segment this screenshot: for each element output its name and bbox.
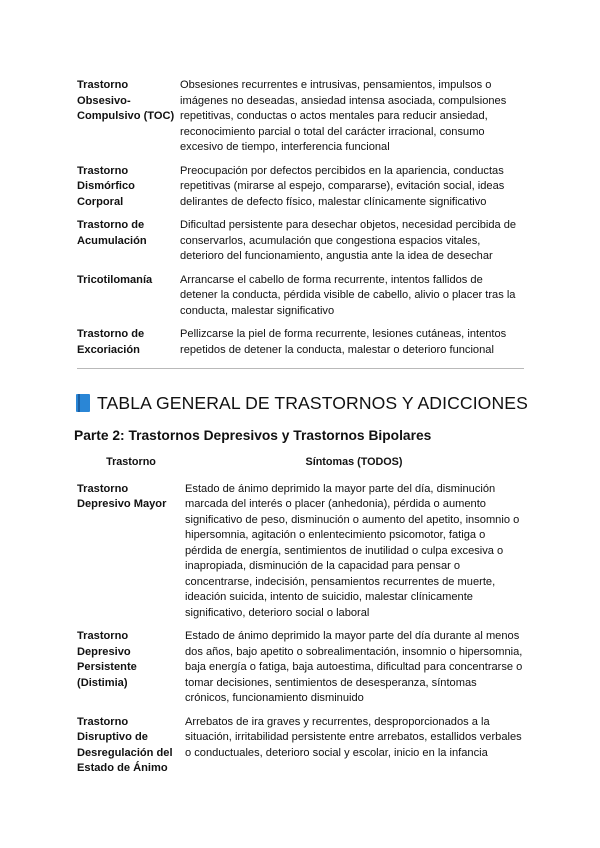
section-heading <box>76 391 528 415</box>
table-row <box>77 164 523 219</box>
disorder-name: Trastorno Depresivo Persistente (Distimia) <box>77 630 137 689</box>
horizontal-divider <box>77 368 524 369</box>
disorder-symptoms: Estado de ánimo deprimido la mayor parte del día durante al menos dos años, bajo apetito o sobrealimentación, insomnio o hipersomnia, baja energía o fatiga, baja autoestima, dificultad para concentrarse o tomar decisiones, sentimientos de desesperanza, síntomas crónicos, funcionamiento disminuido <box>185 630 523 704</box>
column-header-symptoms: Síntomas (TODOS) <box>305 456 403 468</box>
disorder-symptoms: Arrancarse el cabello de forma recurrente, intentos fallidos de detener la conducta, pérdida visible de cabello, alivio o placer tras la conducta, malestar significativo <box>180 273 516 317</box>
depressive-disorders-table <box>77 455 523 785</box>
table-row <box>77 273 523 328</box>
section-subtitle: Parte 2: Trastornos Depresivos y Trastornos Bipolares <box>74 428 432 443</box>
section-title: TABLA GENERAL DE TRASTORNOS Y ADICCIONES <box>97 392 528 413</box>
disorder-name: Trastorno de Acumulación <box>77 219 147 247</box>
disorder-name: Trastorno Disruptivo de Desregulación del Estado de Ánimo <box>77 715 173 774</box>
disorder-name: Trastorno Obsesivo-Compulsivo (TOC) <box>77 79 175 122</box>
disorder-symptoms: Dificultad persistente para desechar objetos, necesidad percibida de conservarlos, acumulación que congestiona espacios vitales, deterioro del funcionamiento, angustia ante la idea de desechar <box>180 219 517 262</box>
disorder-symptoms: Obsesiones recurrentes e intrusivas, pensamientos, impulsos o imágenes no deseadas, ansiedad intensa asociada, compulsiones repetitivas, conductas o actos mentales para reducir ansiedad, reconocimiento parcial o total del carácter irracional, consumo excesivo de tiempo, interferencia funcional <box>180 79 507 153</box>
disorder-name: Trastorno Dismórfico Corporal <box>77 164 135 208</box>
table-row <box>77 715 523 785</box>
disorder-symptoms: Estado de ánimo deprimido la mayor parte del día, disminución marcada del interés o placer (anhedonia), pérdida o aumento significativo de peso, disminución o aumento del apetito, insomnio o hipersomnia, agitación o enlentecimiento psicomotor, fatiga o pérdida de energía, sentimientos de inutilidad o culpa excesiva o inapropiada, disminución de la capacidad para pensar o concentrarse, indecisión, pensamientos recurrentes de muerte, ideación suicida, intento de suicidio, malestar clínicamente significativo, deterioro social o laboral <box>185 482 520 619</box>
table-header-row <box>77 455 523 482</box>
table-row <box>77 327 523 366</box>
disorder-name: Trastorno Depresivo Mayor <box>77 482 167 510</box>
top-symptom-table <box>77 78 523 366</box>
table-row <box>77 629 523 715</box>
disorder-name: Trastorno de Excoriación <box>77 328 145 356</box>
disorder-symptoms: Pellizcarse la piel de forma recurrente, lesiones cutáneas, intentos repetidos de detener la conducta, malestar o deterioro funcional <box>180 328 507 356</box>
blue-book-icon <box>76 394 90 412</box>
table-row <box>77 482 523 630</box>
disorder-symptoms: Preocupación por defectos percibidos en la apariencia, conductas repetitivas (mirarse al espejo, compararse), evitación social, ideas delirantes de defecto físico, malestar clínicamente significativo <box>180 164 505 208</box>
disorder-name: Tricotilomanía <box>77 273 153 286</box>
table-row <box>77 78 523 164</box>
column-header-disorder: Trastorno <box>106 456 156 468</box>
table-row <box>77 218 523 273</box>
disorder-symptoms: Arrebatos de ira graves y recurrentes, desproporcionados a la situación, irritabilidad persistente entre arrebatos, estallidos verbales o conductuales, deterioro social y escolar, inicio en la infancia <box>185 715 522 759</box>
